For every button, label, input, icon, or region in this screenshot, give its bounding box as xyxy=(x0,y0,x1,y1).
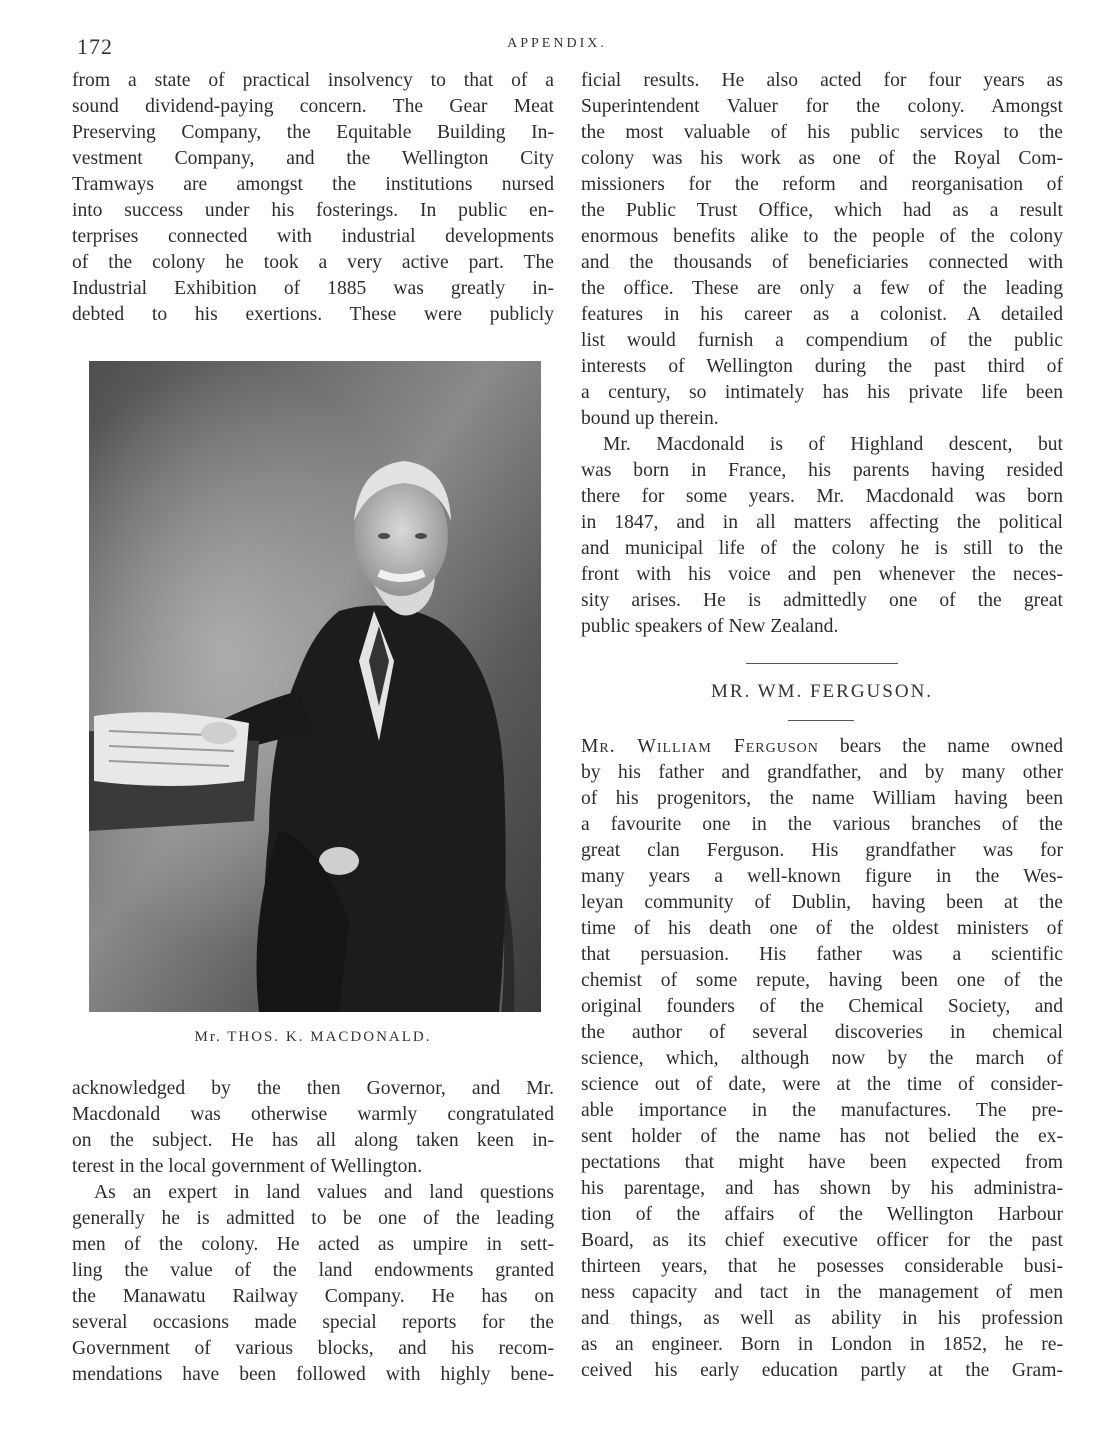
text-line: acknowledged by the then Governor, and Mr. xyxy=(72,1078,554,1099)
text-line: terprises connected with industrial developments xyxy=(72,226,554,247)
left-column-bottom-text xyxy=(72,1076,554,1388)
text-line: science out of date, were at the time of consider- xyxy=(581,1074,1063,1095)
text-line: ness capacity and tact in the management of men xyxy=(581,1282,1063,1303)
text-line: the Public Trust Office, which had as a result xyxy=(581,200,1063,221)
text-line: thirteen years, that he posesses considerable busi- xyxy=(581,1256,1063,1277)
portrait-caption: Mr. THOS. K. MACDONALD. xyxy=(194,1029,432,1045)
text-line: able importance in the manufactures. The pre- xyxy=(581,1100,1063,1121)
text-line: features in his career as a colonist. A detailed xyxy=(581,304,1063,325)
text-line: the office. These are only a few of the leading xyxy=(581,278,1063,299)
text-line: many years a well-known figure in the Wes- xyxy=(581,866,1063,887)
text-line: as an engineer. Born in London in 1852, he re- xyxy=(581,1334,1063,1355)
text-line: the author of several discoveries in chemical xyxy=(581,1022,1063,1043)
running-head: APPENDIX. xyxy=(507,36,607,51)
text-line: vestment Company, and the Wellington City xyxy=(72,148,554,169)
text-line: bound up therein. xyxy=(581,408,719,429)
text-line xyxy=(581,734,1063,760)
ferguson-section-text xyxy=(581,734,1063,1384)
text-line: debted to his exertions. These were publicly xyxy=(72,304,554,325)
text-line: time of his death one of the oldest ministers of xyxy=(581,918,1063,939)
text-line: As an expert in land values and land questions xyxy=(94,1182,554,1203)
section-heading: MR. WM. FERGUSON. xyxy=(710,681,934,702)
text-line: Superintendent Valuer for the colony. Amongst xyxy=(581,96,1063,117)
text-span: bears the name owned xyxy=(818,736,1063,757)
text-line: Mr. Macdonald is of Highland descent, but xyxy=(603,434,1063,455)
text-line: great clan Ferguson. His grandfather was for xyxy=(581,840,1063,861)
text-line: Board, as its chief executive officer for the past xyxy=(581,1230,1063,1251)
text-line: of his progenitors, the name William having been xyxy=(581,788,1063,809)
text-line: pectations that might have been expected from xyxy=(581,1152,1063,1173)
text-line: leyan community of Dublin, having been at the xyxy=(581,892,1063,913)
text-line: Tramways are amongst the institutions nursed xyxy=(72,174,554,195)
text-line: enormous benefits alike to the people of the colony xyxy=(581,226,1063,247)
text-line: there for some years. Mr. Macdonald was born xyxy=(581,486,1063,507)
text-line: sity arises. He is admittedly one of the great xyxy=(581,590,1063,611)
text-line: men of the colony. He acted as umpire in sett- xyxy=(72,1234,554,1255)
text-line: public speakers of New Zealand. xyxy=(581,616,839,637)
text-line: ceived his early education partly at the Gram- xyxy=(581,1360,1063,1381)
text-line: from a state of practical insolvency to that of a xyxy=(72,70,554,91)
text-line: ling the value of the land endowments granted xyxy=(72,1260,554,1281)
text-line: and things, as well as ability in his profession xyxy=(581,1308,1063,1329)
text-line: Government of various blocks, and his recom- xyxy=(72,1338,554,1359)
text-line: Industrial Exhibition of 1885 was greatly in- xyxy=(72,278,554,299)
text-line: that persuasion. His father was a scientific xyxy=(581,944,1063,965)
page-number: 172 xyxy=(77,34,113,59)
text-line: a century, so intimately has his private life been xyxy=(581,382,1063,403)
text-line: on the subject. He has all along taken keen in- xyxy=(72,1130,554,1151)
text-line: Macdonald was otherwise warmly congratulated xyxy=(72,1104,554,1125)
text-line: into success under his fosterings. In public en- xyxy=(72,200,554,221)
text-line: colony was his work as one of the Royal Com- xyxy=(581,148,1063,169)
text-line: in 1847, and in all matters affecting the political xyxy=(581,512,1063,533)
text-line: ficial results. He also acted for four years as xyxy=(581,70,1063,91)
left-column-top-text xyxy=(72,68,554,328)
text-line: by his father and grandfather, and by many other xyxy=(581,762,1063,783)
text-line: of the colony he took a very active part. The xyxy=(72,252,554,273)
text-line: Preserving Company, the Equitable Building In- xyxy=(72,122,554,143)
text-line: several occasions made special reports for the xyxy=(72,1312,554,1333)
text-line: his parentage, and has shown by his administra- xyxy=(581,1178,1063,1199)
section-divider-top xyxy=(746,663,898,664)
text-line: missioners for the reform and reorganisation of xyxy=(581,174,1063,195)
text-line: front with his voice and pen whenever the neces- xyxy=(581,564,1063,585)
text-line: the most valuable of his public services to the xyxy=(581,122,1063,143)
text-line: sent holder of the name has not belied the ex- xyxy=(581,1126,1063,1147)
text-line: the Manawatu Railway Company. He has on xyxy=(72,1286,554,1307)
text-line: sound dividend-paying concern. The Gear Meat xyxy=(72,96,554,117)
text-line: science, which, although now by the march of xyxy=(581,1048,1063,1069)
text-line: and municipal life of the colony he is still to the xyxy=(581,538,1063,559)
text-line: interests of Wellington during the past third of xyxy=(581,356,1063,377)
text-line: chemist of some repute, having been one of the xyxy=(581,970,1063,991)
text-line: generally he is admitted to be one of the leading xyxy=(72,1208,554,1229)
text-line: and the thousands of beneficiaries connected with xyxy=(581,252,1063,273)
section-divider-bottom xyxy=(788,720,854,721)
text-line: mendations have been followed with highly bene- xyxy=(72,1364,554,1385)
right-column-top-text xyxy=(581,68,1063,640)
text-line: terest in the local government of Wellington. xyxy=(72,1156,423,1177)
portrait-photograph xyxy=(89,361,541,1012)
text-line: original founders of the Chemical Society, and xyxy=(581,996,1063,1017)
text-line: tion of the affairs of the Wellington Harbour xyxy=(581,1204,1063,1225)
text-line: list would furnish a compendium of the public xyxy=(581,330,1063,351)
ferguson-lead-in: Mr. William Ferguson xyxy=(581,736,819,757)
text-line: was born in France, his parents having resided xyxy=(581,460,1063,481)
text-line: a favourite one in the various branches of the xyxy=(581,814,1063,835)
